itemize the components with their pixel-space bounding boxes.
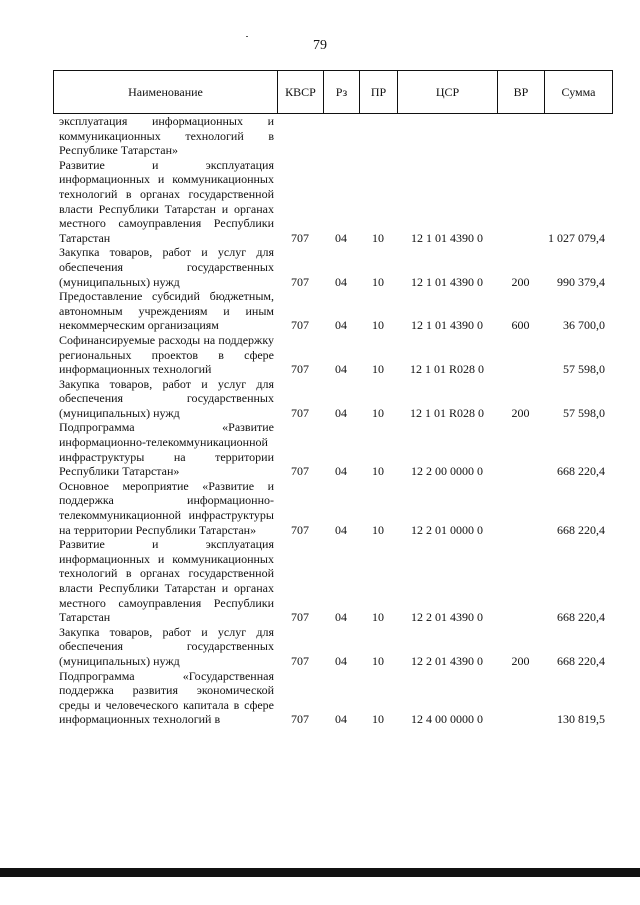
row-vr: 200 [511, 274, 530, 289]
row-kvsr: 707 [291, 464, 309, 479]
row-kvsr: 707 [291, 318, 309, 333]
row-name: Подпрограмма «Государственная поддержка развития экономической среды и человеческого капитала в сфере информационных технологий в [59, 668, 274, 727]
row-name: Софинансируемые расходы на поддержку региональных проектов в сфере информационных технологий [59, 332, 274, 377]
row-name: Закупка товаров, работ и услуг для обеспечения государственных (муниципальных) нужд [59, 624, 274, 668]
scan-bottom-border [0, 868, 640, 877]
row-vr: 200 [511, 405, 530, 420]
table-row [53, 158, 613, 246]
row-csr: 12 2 01 0000 0 [411, 522, 483, 537]
column-header-kvsr: КВСР [278, 71, 324, 113]
row-kvsr: 707 [291, 653, 309, 668]
row-name: эксплуатация информационных и коммуникационных технологий в Республике Татарстан» [59, 114, 274, 158]
row-name: Закупка товаров, работ и услуг для обеспечения государственных (муниципальных) нужд [59, 245, 274, 289]
row-csr: 12 2 01 4390 0 [411, 610, 483, 625]
row-sum: 130 819,5 [557, 712, 605, 727]
row-csr: 12 4 00 0000 0 [411, 712, 483, 727]
row-kvsr: 707 [291, 362, 309, 377]
row-csr: 12 1 01 R028 0 [409, 405, 484, 420]
row-pr: 10 [372, 274, 384, 289]
column-header-name: Наименование [54, 71, 278, 113]
row-pr: 10 [372, 405, 384, 420]
row-rz: 04 [335, 274, 347, 289]
row-csr: 12 2 00 0000 0 [411, 464, 483, 479]
row-sum: 57 598,0 [563, 362, 605, 377]
row-sum: 668 220,4 [557, 522, 605, 537]
row-csr: 12 2 01 4390 0 [411, 653, 483, 668]
row-kvsr: 707 [291, 610, 309, 625]
table-header [53, 70, 613, 114]
column-header-vr: ВР [498, 71, 545, 113]
row-vr: 200 [511, 653, 530, 668]
row-name: Подпрограмма «Развитие информационно-телекоммуникационной инфраструктуры на территории Республики Татарстан» [59, 420, 274, 479]
row-kvsr: 707 [291, 405, 309, 420]
row-rz: 04 [335, 464, 347, 479]
row-name: Предоставление субсидий бюджетным, автономным учреждениям и иным некоммерческим организациям [59, 289, 274, 333]
scan-speck [246, 36, 248, 37]
row-csr: 12 1 01 4390 0 [411, 318, 483, 333]
row-kvsr: 707 [291, 522, 309, 537]
column-header-pr: ПР [360, 71, 398, 113]
column-header-sum: Сумма [561, 84, 596, 99]
page-number: 79 [313, 38, 327, 53]
table-row [53, 537, 613, 625]
row-rz: 04 [335, 405, 347, 420]
row-sum: 668 220,4 [557, 653, 605, 668]
table-row [53, 420, 613, 478]
table-row [53, 625, 613, 669]
row-pr: 10 [372, 522, 384, 537]
table-row [53, 479, 613, 537]
table-row [53, 114, 613, 158]
row-sum: 57 598,0 [563, 405, 605, 420]
row-pr: 10 [372, 712, 384, 727]
row-name: Развитие и эксплуатация информационных и коммуникационных технологий в органах государственной власти Республики Татарстан и органах местного самоуправления Республики Татарстан [59, 157, 274, 245]
row-rz: 04 [335, 610, 347, 625]
row-kvsr: 707 [291, 230, 309, 245]
row-sum: 36 700,0 [563, 318, 605, 333]
row-pr: 10 [372, 464, 384, 479]
table-row [53, 377, 613, 421]
table-row [53, 333, 613, 377]
row-name: Развитие и эксплуатация информационных и коммуникационных технологий в органах государственной власти Республики Татарстан и органах местного самоуправления Республики Татарстан [59, 537, 274, 625]
row-kvsr: 707 [291, 274, 309, 289]
column-header-csr: ЦСР [398, 71, 498, 113]
table-row [53, 245, 613, 289]
column-header-rz: Рз [324, 71, 360, 113]
row-name: Закупка товаров, работ и услуг для обеспечения государственных (муниципальных) нужд [59, 376, 274, 420]
row-csr: 12 1 01 R028 0 [409, 362, 484, 377]
row-rz: 04 [335, 362, 347, 377]
row-pr: 10 [372, 610, 384, 625]
row-kvsr: 707 [291, 712, 309, 727]
row-pr: 10 [372, 362, 384, 377]
row-rz: 04 [335, 318, 347, 333]
row-pr: 10 [372, 230, 384, 245]
table-body [53, 114, 613, 727]
row-pr: 10 [372, 653, 384, 668]
row-csr: 12 1 01 4390 0 [411, 274, 483, 289]
row-rz: 04 [335, 653, 347, 668]
row-rz: 04 [335, 712, 347, 727]
row-sum: 668 220,4 [557, 464, 605, 479]
table-row [53, 289, 613, 333]
row-csr: 12 1 01 4390 0 [411, 230, 483, 245]
row-rz: 04 [335, 522, 347, 537]
table-row [53, 669, 613, 727]
row-rz: 04 [335, 230, 347, 245]
row-name: Основное мероприятие «Развитие и поддержка информационно-телекоммуникационной инфраструктуры на территории Республики Татарстан» [59, 478, 274, 537]
row-sum: 1 027 079,4 [548, 230, 605, 245]
row-sum: 668 220,4 [557, 610, 605, 625]
row-pr: 10 [372, 318, 384, 333]
row-vr: 600 [511, 318, 530, 333]
row-sum: 990 379,4 [557, 274, 605, 289]
